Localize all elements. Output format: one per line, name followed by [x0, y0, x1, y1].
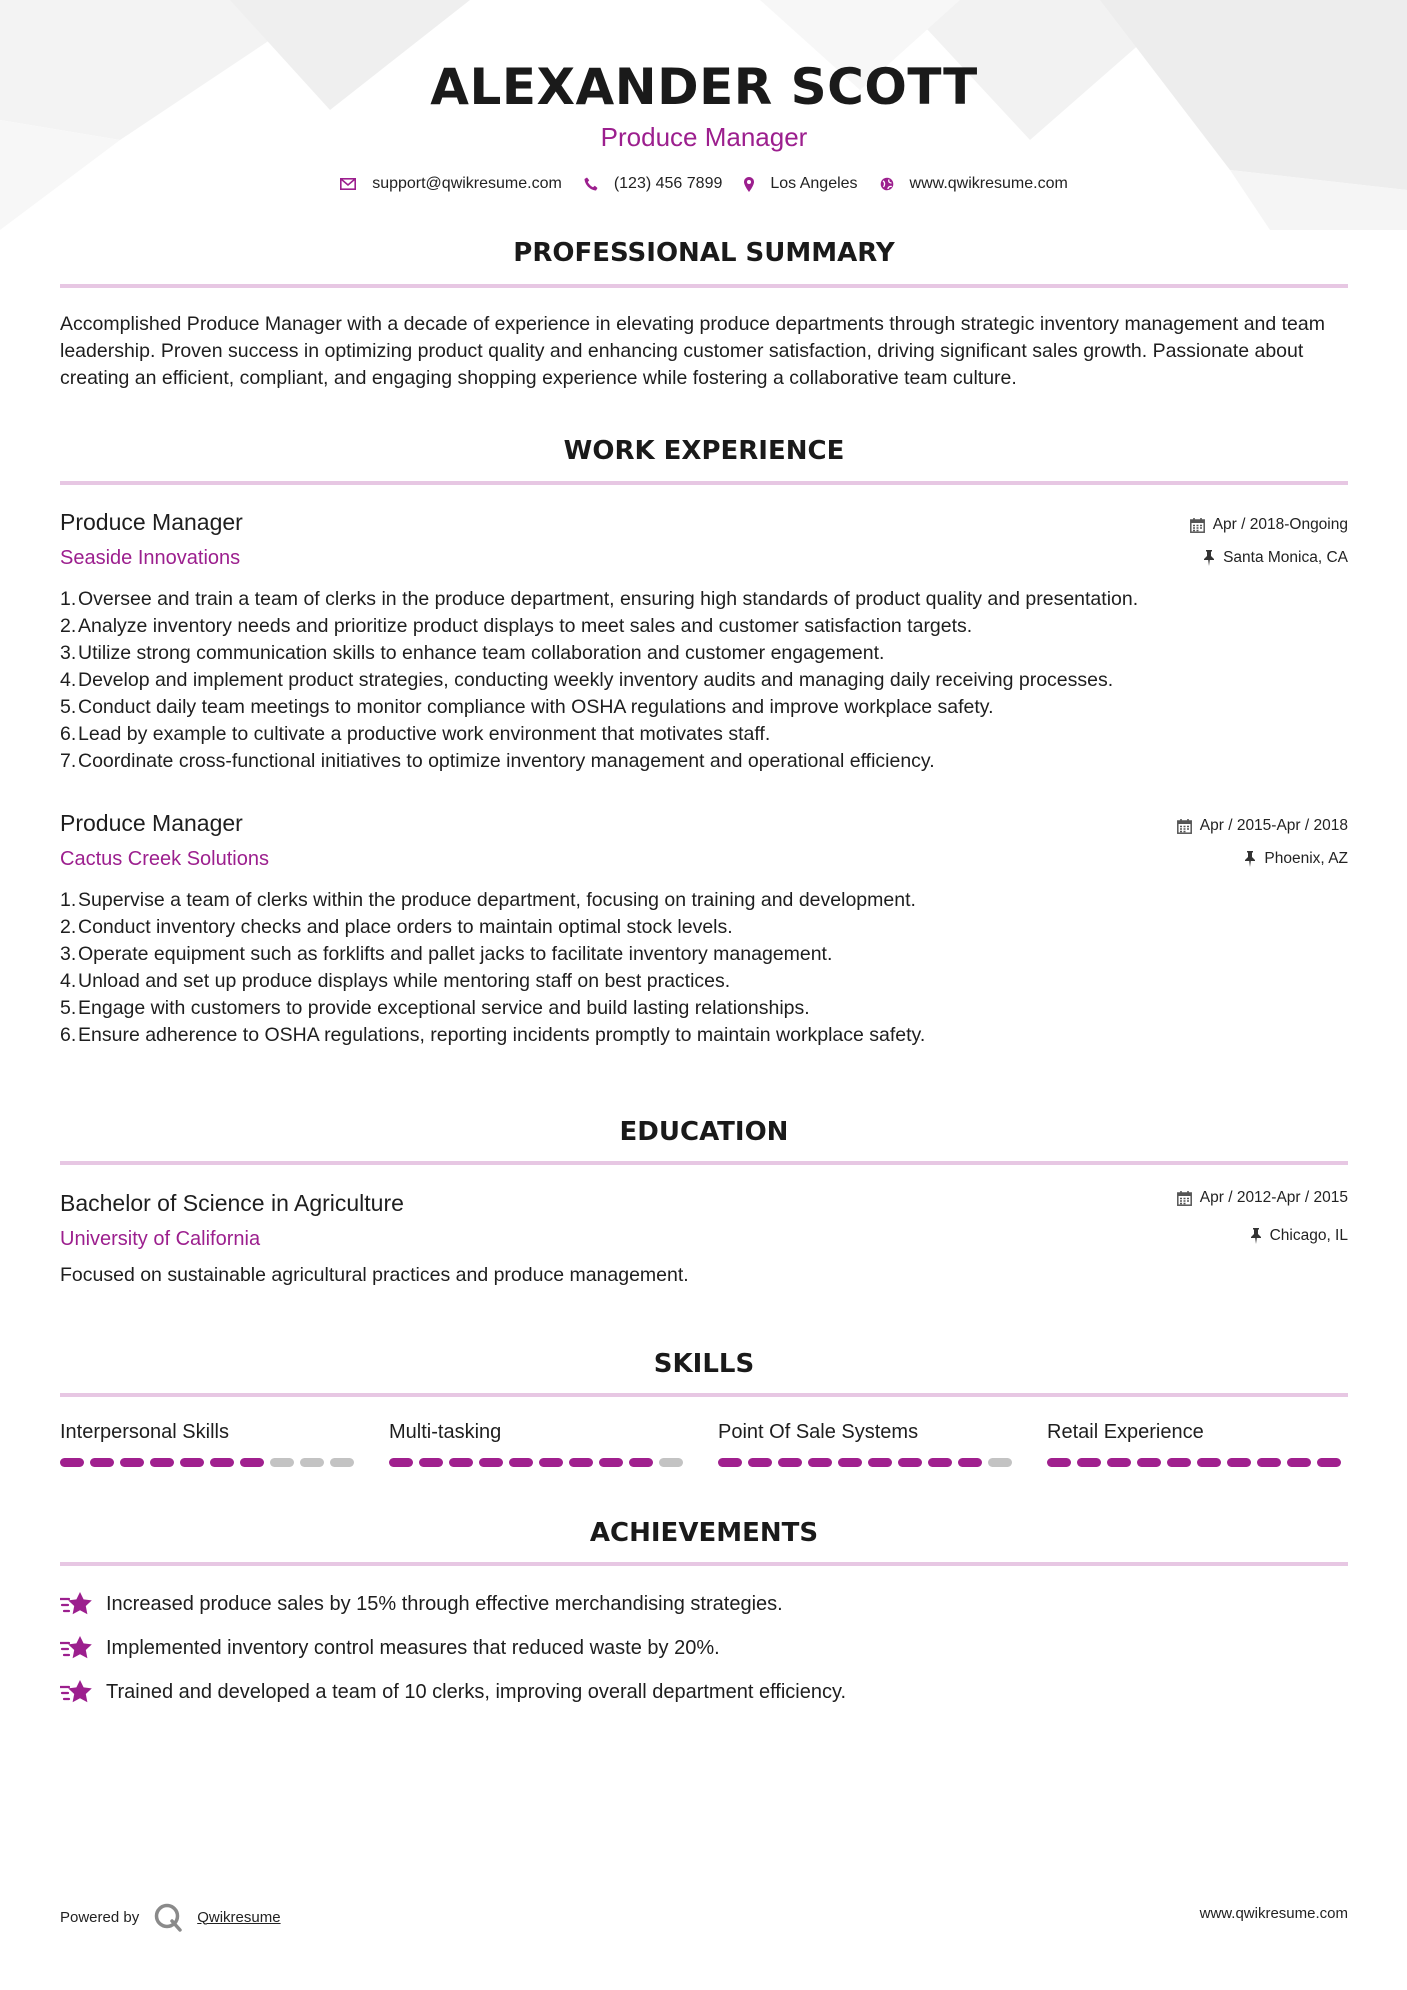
job-company: Seaside Innovations [60, 547, 241, 569]
skill-item [1047, 1421, 1349, 1467]
skill-meter [718, 1458, 1020, 1467]
summary-text: Accomplished Produce Manager with a decade of experience in elevating produce departments through strategic inventory management and team leadership. Proven success in optimizing product quality and enhancing customer satisfaction, driving significant sales growth. Passionate about creating an efficient, compliant, and engaging shopping experience while fostering a collaborative team culture. [60, 313, 1325, 389]
skills-divider [60, 1393, 1348, 1397]
calendar-icon [1190, 518, 1205, 533]
achievement-text: Trained and developed a team of 10 clerks, improving overall department efficiency. [106, 1680, 847, 1703]
skill-meter-segment [988, 1458, 1012, 1467]
skill-item [60, 1421, 362, 1467]
footer-powered-by [60, 1902, 281, 1932]
job-location [1203, 549, 1348, 567]
job-date-text: Apr / 2015-Apr / 2018 [1199, 817, 1348, 834]
skill-meter-segment [240, 1458, 264, 1467]
calendar-icon [1177, 1191, 1192, 1206]
skill-label: Retail Experience [1047, 1421, 1204, 1443]
education-date-text: Apr / 2012-Apr / 2015 [1199, 1189, 1348, 1206]
job-location [1244, 850, 1348, 868]
list-item: 2. Analyze inventory needs and prioritize product displays to meet sales and customer satisfaction targets. [60, 615, 973, 637]
education-location-text: Chicago, IL [1269, 1227, 1348, 1244]
skill-meter [60, 1458, 362, 1467]
job-duties [60, 586, 1348, 775]
skill-label: Point Of Sale Systems [718, 1421, 919, 1443]
skill-meter-segment [509, 1458, 533, 1467]
job-date [1190, 516, 1348, 534]
email-text: support@qwikresume.com [372, 175, 562, 192]
phone-text: (123) 456 7899 [613, 175, 723, 192]
summary-divider [60, 284, 1348, 288]
experience-heading: WORK EXPERIENCE [563, 436, 845, 466]
skill-meter-segment [659, 1458, 683, 1467]
list-item: 4. Unload and set up produce displays while mentoring staff on best practices. [60, 970, 731, 992]
job-date-text: Apr / 2018-Ongoing [1212, 516, 1348, 533]
skill-item [718, 1421, 1020, 1467]
skill-label: Multi-tasking [389, 1421, 502, 1443]
skill-meter-segment [599, 1458, 623, 1467]
skill-meter-segment [778, 1458, 802, 1467]
globe-icon [880, 177, 894, 191]
skills-heading: SKILLS [653, 1349, 755, 1379]
skill-meter-segment [1047, 1458, 1071, 1467]
skill-meter-segment [449, 1458, 473, 1467]
list-item: 3. Utilize strong communication skills to enhance team collaboration and customer engagement. [60, 642, 885, 664]
candidate-name: ALEXANDER SCOTT [430, 58, 978, 116]
pushpin-icon [1203, 550, 1215, 566]
skill-meter-segment [210, 1458, 234, 1467]
website-text: www.qwikresume.com [909, 175, 1068, 192]
skill-meter-segment [718, 1458, 742, 1467]
list-item: 6. Ensure adherence to OSHA regulations, reporting incidents promptly to maintain workplace safety. [60, 1024, 926, 1046]
skill-meter-segment [389, 1458, 413, 1467]
calendar-icon [1177, 819, 1192, 834]
candidate-role: Produce Manager [600, 122, 808, 152]
powered-by-label: Powered by [60, 1908, 140, 1926]
pushpin-icon [1250, 1228, 1262, 1244]
skill-meter-segment [270, 1458, 294, 1467]
skill-meter [389, 1458, 691, 1467]
job-title: Produce Manager [60, 509, 243, 535]
job-duties [60, 887, 1348, 1049]
skill-meter-segment [748, 1458, 772, 1467]
skill-meter-segment [180, 1458, 204, 1467]
contact-bar [60, 175, 1348, 193]
education-date [1177, 1189, 1348, 1207]
skill-meter-segment [1107, 1458, 1131, 1467]
achievement-text: Implemented inventory control measures that reduced waste by 20%. [106, 1636, 720, 1659]
skill-meter-segment [150, 1458, 174, 1467]
skill-meter-segment [1167, 1458, 1191, 1467]
job-date [1177, 817, 1348, 835]
phone-icon [584, 177, 598, 191]
skill-meter-segment [629, 1458, 653, 1467]
contact-website[interactable] [880, 175, 1068, 193]
education-location [1250, 1227, 1348, 1245]
list-item: 4. Develop and implement product strategies, conducting weekly inventory audits and managing daily receiving processes. [60, 669, 1114, 691]
job-location-text: Santa Monica, CA [1223, 549, 1348, 566]
list-item: 3. Operate equipment such as forklifts and pallet jacks to facilitate inventory management. [60, 943, 833, 965]
skill-meter-segment [1317, 1458, 1341, 1467]
achievement-item [60, 1678, 846, 1706]
skill-meter-segment [838, 1458, 862, 1467]
skill-meter-segment [928, 1458, 952, 1467]
location-text: Los Angeles [770, 175, 858, 192]
achievement-text: Increased produce sales by 15% through effective merchandising strategies. [106, 1592, 783, 1615]
skill-meter-segment [1287, 1458, 1311, 1467]
degree-title: Bachelor of Science in Agriculture [60, 1190, 404, 1216]
job-company: Cactus Creek Solutions [60, 848, 269, 870]
education-divider [60, 1161, 1348, 1165]
skill-meter-segment [60, 1458, 84, 1467]
skill-meter-segment [300, 1458, 324, 1467]
skill-meter-segment [120, 1458, 144, 1467]
summary-heading: PROFESSIONAL SUMMARY [513, 238, 895, 268]
envelope-icon [340, 178, 356, 190]
skill-meter-segment [419, 1458, 443, 1467]
list-item: 6. Lead by example to cultivate a productive work environment that motivates staff. [60, 723, 771, 745]
map-pin-icon [744, 177, 754, 192]
list-item: 5. Engage with customers to provide exceptional service and build lasting relationships. [60, 997, 810, 1019]
list-item: 1. Supervise a team of clerks within the produce department, focusing on training and development. [60, 889, 916, 911]
achievements-divider [60, 1562, 1348, 1566]
skill-meter-segment [898, 1458, 922, 1467]
list-item: 1. Oversee and train a team of clerks in the produce department, ensuring high standards of product quality and presentation. [60, 588, 1139, 610]
skill-meter-segment [1197, 1458, 1221, 1467]
achievements-heading: ACHIEVEMENTS [589, 1518, 819, 1548]
contact-phone[interactable] [584, 175, 723, 193]
experience-divider [60, 481, 1348, 485]
skill-meter-segment [539, 1458, 563, 1467]
job-location-text: Phoenix, AZ [1264, 850, 1348, 867]
skill-meter-segment [330, 1458, 354, 1467]
pushpin-icon [1244, 851, 1256, 867]
skill-meter-segment [1137, 1458, 1161, 1467]
education-heading: EDUCATION [619, 1117, 789, 1147]
qwikresume-link[interactable]: Qwikresume [197, 1908, 281, 1926]
footer-website[interactable]: www.qwikresume.com [1199, 1905, 1348, 1922]
skill-meter [1047, 1458, 1349, 1467]
contact-email[interactable] [340, 175, 562, 193]
qwikresume-logo-icon [153, 1902, 183, 1932]
skill-meter-segment [1227, 1458, 1251, 1467]
skill-meter-segment [90, 1458, 114, 1467]
skill-meter-segment [479, 1458, 503, 1467]
skill-item [389, 1421, 691, 1467]
list-item: 7. Coordinate cross-functional initiatives to optimize inventory management and operational efficiency. [60, 750, 935, 772]
skill-meter-segment [808, 1458, 832, 1467]
skill-meter-segment [569, 1458, 593, 1467]
skill-meter-segment [868, 1458, 892, 1467]
achievement-item [60, 1634, 720, 1662]
skill-meter-segment [958, 1458, 982, 1467]
skill-meter-segment [1257, 1458, 1281, 1467]
skill-meter-segment [1077, 1458, 1101, 1467]
job-title: Produce Manager [60, 810, 243, 836]
list-item: 2. Conduct inventory checks and place orders to maintain optimal stock levels. [60, 916, 733, 938]
star-icon [60, 1590, 94, 1618]
contact-location [744, 175, 857, 193]
list-item: 5. Conduct daily team meetings to monitor compliance with OSHA regulations and improve workplace safety. [60, 696, 994, 718]
star-icon [60, 1634, 94, 1662]
star-icon [60, 1678, 94, 1706]
education-description: Focused on sustainable agricultural practices and produce management. [60, 1264, 689, 1286]
achievement-item [60, 1590, 783, 1618]
school-name: University of California [60, 1228, 261, 1250]
skill-label: Interpersonal Skills [60, 1421, 229, 1443]
